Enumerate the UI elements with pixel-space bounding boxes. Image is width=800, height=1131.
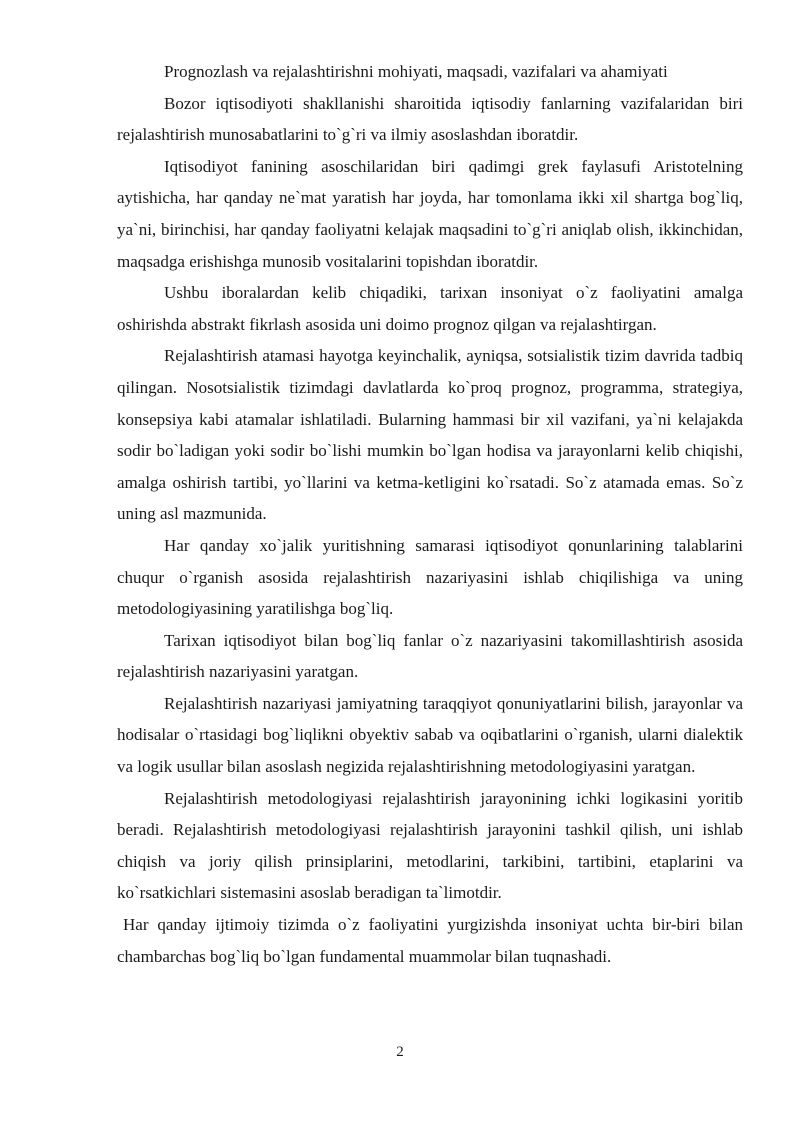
paragraph-6: Tarixan iqtisodiyot bilan bog`liq fanlar o`z nazariyasini takomillashtirish asosida rejalashtirish nazariyasini yaratgan. (117, 630, 743, 682)
paragraph-4: Rejalashtirish atamasi hayotga keyinchalik, ayniqsa, sotsialistik tizim davrida tadbiq qilingan. Nosotsialistik tizimdagi davlatlarda ko`proq prognoz, programma, strategiya, konsepsiya kabi atamalar ishlatiladi. Bularning hammasi bir xil vazifani, ya`ni kelajakda sodir bo`ladigan yoki sodir bo`lishi mumkin bo`lgan hodisa va jarayonlarni kelib chiqishi, amalga oshirish tartibi, yo`llarini va ketma-ketligini ko`rsatadi. So`z atamada emas. So`z uning asl mazmunida. (117, 346, 743, 524)
paragraph-5: Har qanday xo`jalik yuritishning samarasi iqtisodiyot qonunlarining talablarini chuqur o`rganish asosida rejalashtirish nazariyasini ishlab chiqilishiga va uning metodologiyasining yaratilishga bog`liq. (117, 535, 743, 619)
paragraph-8: Rejalashtirish metodologiyasi rejalashtirish jarayonining ichki logikasini yoritib beradi. Rejalashtirish metodologiyasi rejalashtirish jarayonini tashkil qilish, uni ishlab chiqish va joriy qilish prinsiplarini, metodlarini, tarkibini, tartibini, etaplarini va ko`rsatkichlari sistemasini asoslab beradigan ta`limotdir. (117, 788, 743, 903)
paragraph-2: Iqtisodiyot fanining asoschilaridan biri qadimgi grek faylasufi Aristotelning aytishicha, har qanday ne`mat yaratish har joyda, har tomonlama ikki xil shartga bog`liq, ya`ni, birinchisi, har qanday faoliyatni kelajak maqsadini to`g`ri aniqlab olish, ikkinchidan, maqsadga erishishga munosib vositalarini topishdan iboratdir. (117, 156, 743, 271)
paragraph-1: Bozor iqtisodiyoti shakllanishi sharoitida iqtisodiy fanlarning vazifalaridan biri rejalashtirish munosabatlarini to`g`ri va ilmiy asoslashdan iboratdir. (117, 93, 743, 145)
paragraph-7: Rejalashtirish nazariyasi jamiyatning taraqqiyot qonuniyatlarini bilish, jarayonlar va hodisalar o`rtasidagi bog`liqlikni obyektiv sabab va oqibatlarini o`rganish, ularni dialektik va logik usullar bilan asoslash negizida rejalashtirishning metodologiyasini yaratgan. (117, 693, 743, 777)
paragraph-9: Har qanday ijtimoiy tizimda o`z faoliyatini yurgizishda insoniyat uchta bir-biri bilan chambarchas bog`liq bo`lgan fundamental muammolar bilan tuqnashadi. (117, 915, 743, 966)
page-number: 2 (396, 1044, 404, 1060)
document-title: Prognozlash va rejalashtirishni mohiyati, maqsadi, vazifalari va ahamiyati (164, 62, 668, 81)
document-page (117, 56, 743, 972)
paragraph-3: Ushbu iboralardan kelib chiqadiki, tarixan insoniyat o`z faoliyatini amalga oshirishda abstrakt fikrlash asosida uni doimo prognoz qilgan va rejalashtirgan. (117, 283, 743, 334)
